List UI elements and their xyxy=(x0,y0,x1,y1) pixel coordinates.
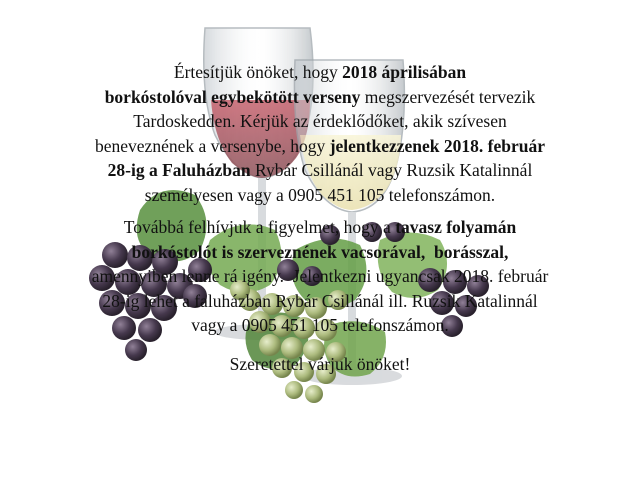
text-line: 28-ig lehet a faluházban Rybár Csillánál ill. Ruzsik Katalinnál xyxy=(102,290,538,311)
text-line xyxy=(0,215,640,240)
text-line xyxy=(0,158,640,183)
bold-text: tavasz folyamán xyxy=(395,217,517,237)
text-line xyxy=(0,134,640,159)
closing-text: Szeretettel várjuk önöket! xyxy=(229,353,411,374)
text-line xyxy=(0,240,640,265)
text-segment: Értesítjük önöket, hogy xyxy=(173,62,343,82)
bold-text: borkóstolóval egybekötött verseny xyxy=(104,86,361,107)
text-segment: megszervezését tervezik xyxy=(360,86,536,107)
paragraph-competition xyxy=(0,0,640,207)
text-line: vagy a 0905 451 105 telefonszámon. xyxy=(191,315,449,335)
text-line: személyesen vagy a 0905 451 105 telefonszámon. xyxy=(144,184,496,205)
bold-text: borkóstolót is szerveznének vacsorával, borásszal, xyxy=(131,241,509,262)
text-line: amennyiben lenne rá igény. Jelentkezni ugyancsak 2018. február xyxy=(91,266,549,286)
bold-text: jelentkezzenek 2018. február xyxy=(329,135,545,156)
bold-text: 28-ig a Faluházban xyxy=(107,160,251,180)
text-line xyxy=(0,85,640,110)
text-segment: Továbbá felhívjuk a figyelmet, hogy a xyxy=(123,217,396,237)
bold-text: 2018 áprilisában xyxy=(342,62,467,82)
text-segment: Rybár Csillánál vagy Ruzsik Katalinnál xyxy=(250,160,533,180)
text-segment: beneveznének a versenybe, hogy xyxy=(95,135,330,156)
text-line xyxy=(0,60,640,85)
paragraph-tasting xyxy=(0,215,640,338)
text-line: Tardoskedden. Kérjük az érdeklődőket, akik szívesen xyxy=(133,111,507,131)
